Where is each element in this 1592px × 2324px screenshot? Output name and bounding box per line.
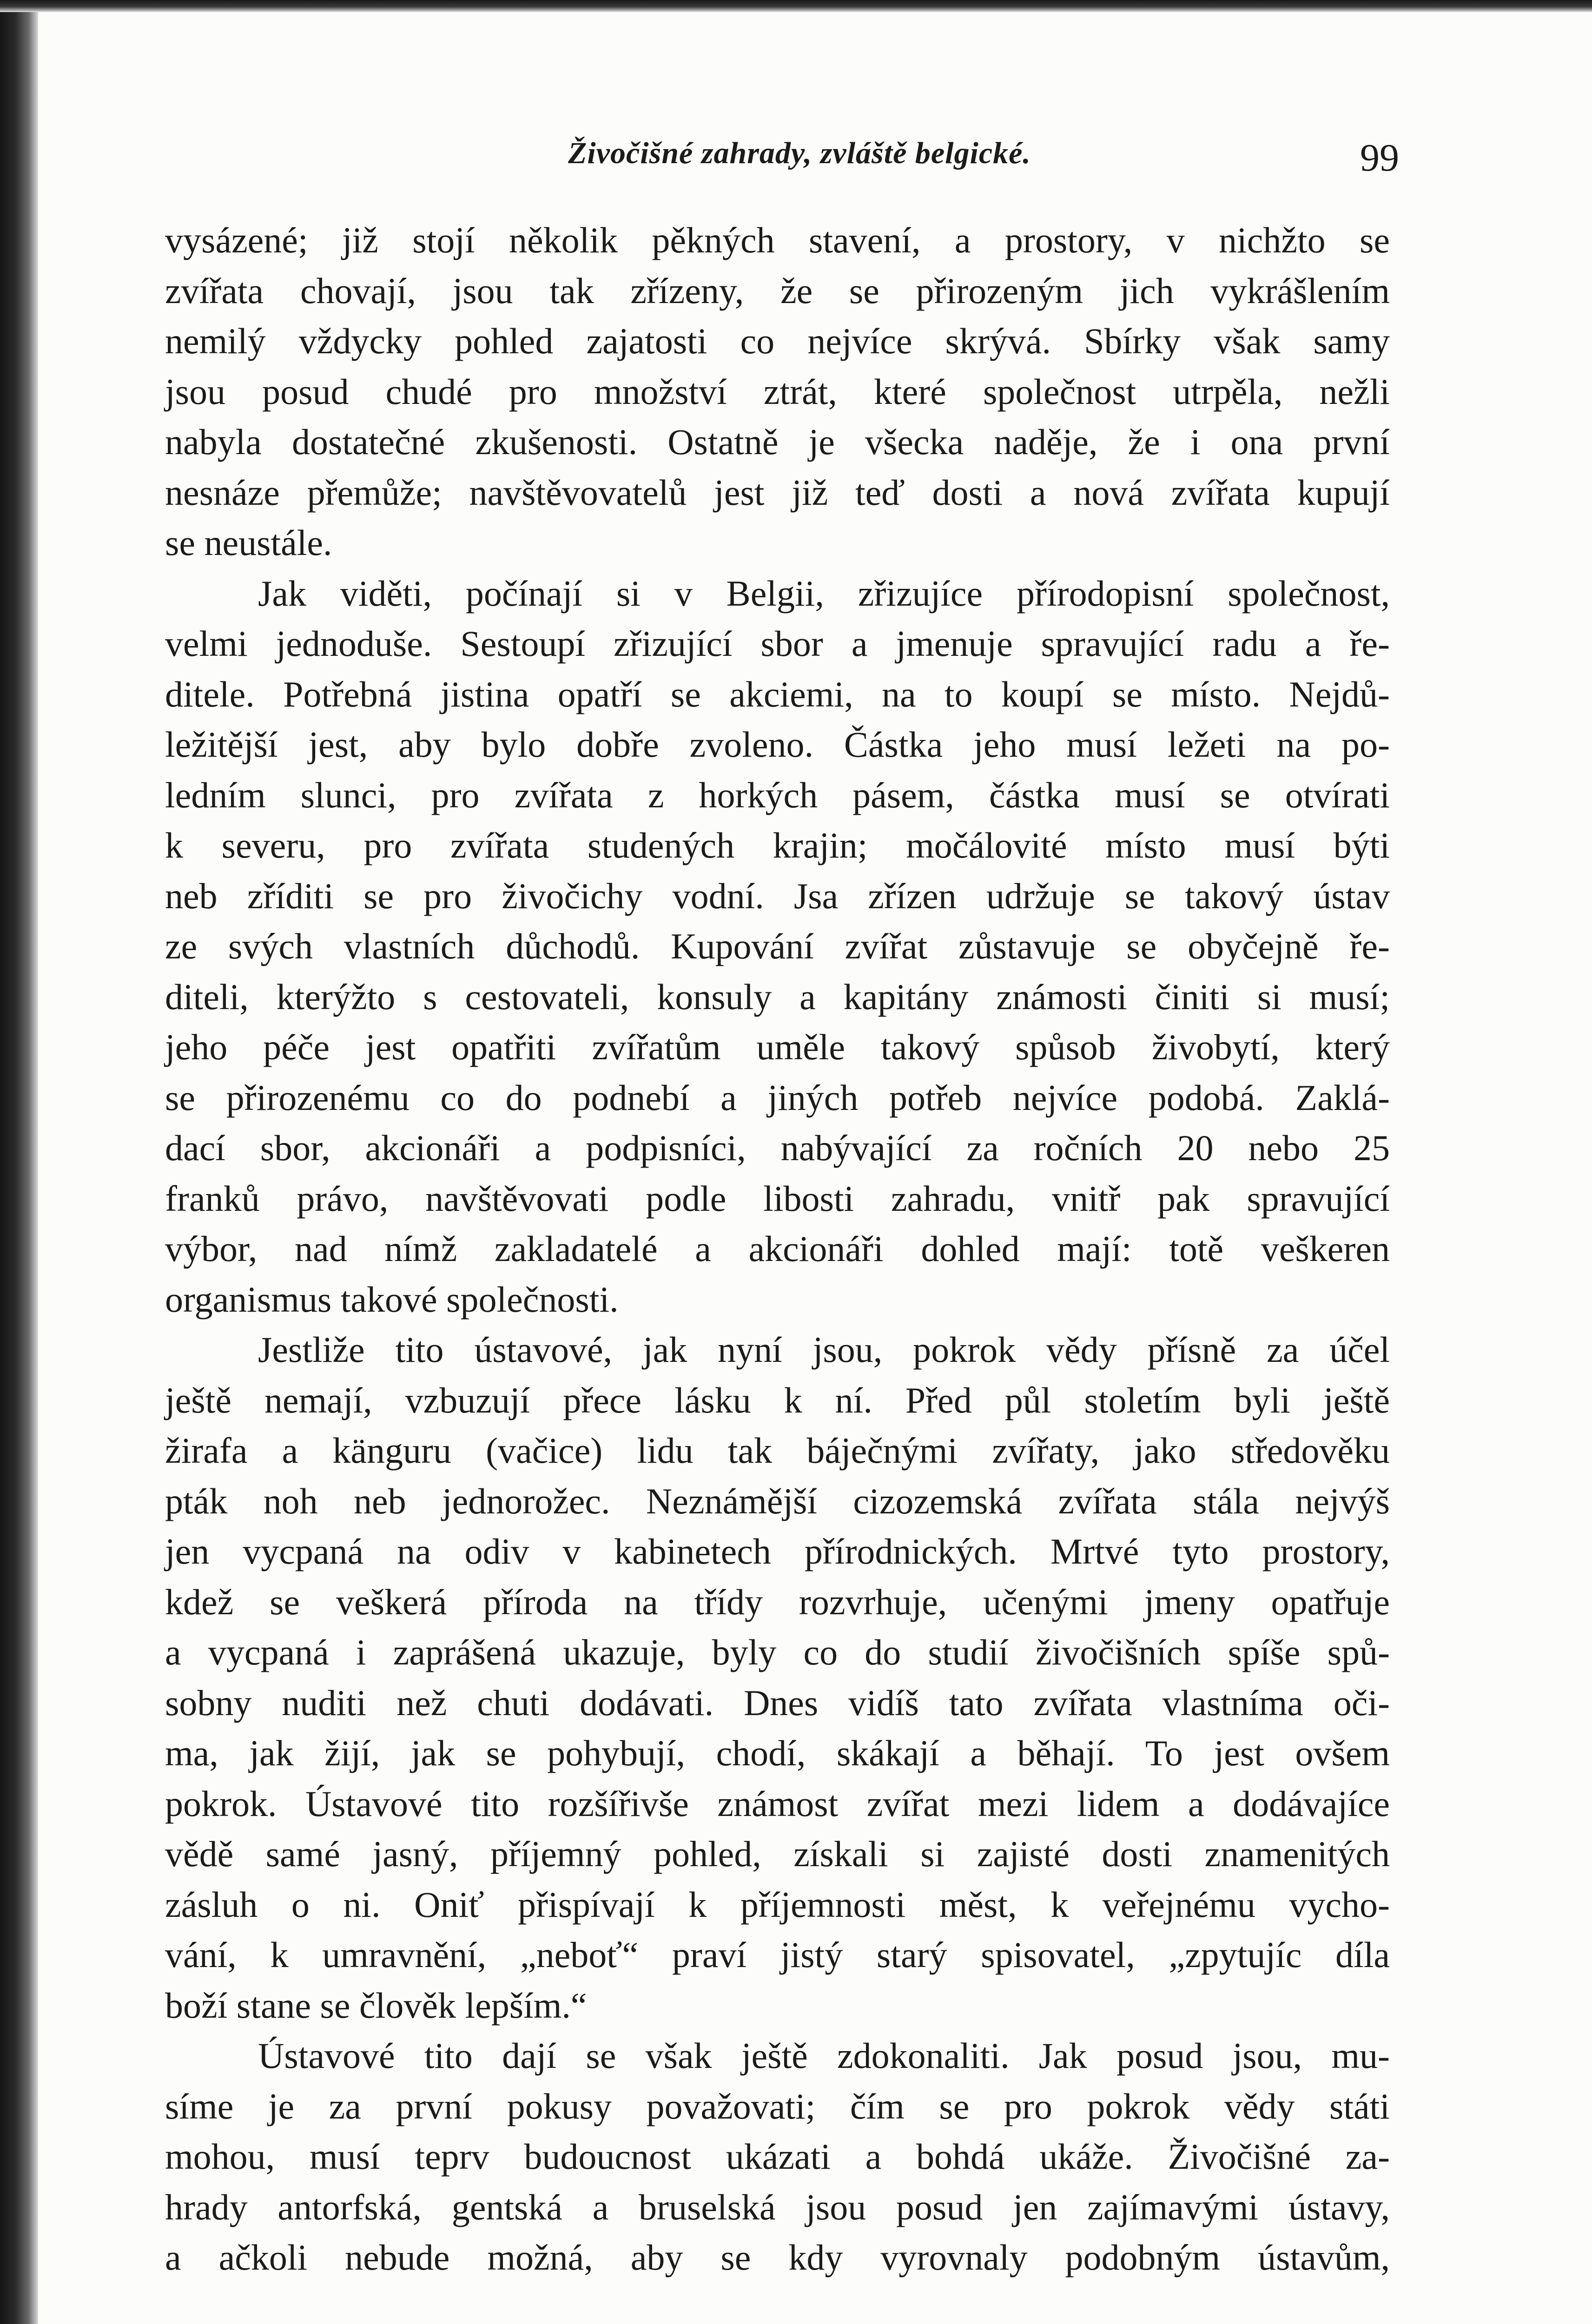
text-line: ditele. Potřebná jistina opatří se akciemi, na to koupí se místo. Nejdů- (165, 673, 1390, 714)
paragraph-1 (165, 215, 1390, 568)
text-line: dací sbor, akcionáři a podpisníci, nabývající za ročních 20 nebo 25 (165, 1128, 1390, 1168)
text-line: Jak viděti, počínají si v Belgii, zřizujíce přírodopisní společnost, (258, 573, 1390, 614)
text-line: hrady antorfská, gentská a bruselská jsou posud jen zajímavými ústavy, (165, 2186, 1390, 2227)
text-line: franků právo, navštěvovati podle libosti zahradu, vnitř pak spravující (165, 1178, 1390, 1219)
scan-border-top (0, 0, 1592, 12)
text-line: ma, jak žijí, jak se pohybují, chodí, skákají a běhají. To jest ovšem (165, 1733, 1390, 1773)
text-line: výbor, nad nímž zakladatelé a akcionáři dohled mají: totě veškeren (165, 1228, 1390, 1269)
body-text (165, 215, 1390, 2283)
text-line: ze svých vlastních důchodů. Kupování zvířat zůstavuje se obyčejně ře- (165, 926, 1390, 966)
text-line: se přirozenému co do podnebí a jiných potřeb nejvíce podobá. Zaklá- (165, 1077, 1390, 1118)
text-line: ledním slunci, pro zvířata z horkých pásem, částka musí se otvírati (165, 774, 1390, 815)
text-line: kdež se veškerá příroda na třídy rozvrhuje, učenými jmeny opatřuje (165, 1581, 1390, 1622)
text-line: nabyla dostatečné zkušenosti. Ostatně je všecka naděje, že i ona první (165, 422, 1390, 462)
text-line: sobny nuditi než chuti dodávati. Dnes vidíš tato zvířata vlastníma oči- (165, 1682, 1390, 1723)
text-line: boží stane se člověk lepším.“ (165, 1985, 587, 2026)
paragraph-4 (165, 2031, 1390, 2283)
text-line: organismus takové společnosti. (165, 1279, 619, 1320)
running-head: Živočišné zahrady, zvláště belgické. (568, 136, 1031, 170)
text-line: a ačkoli nebude možná, aby se kdy vyrovnaly podobným ústavům, (165, 2237, 1390, 2278)
text-line: Ústavové tito dají se však ještě zdokonaliti. Jak posud jsou, mu- (258, 2035, 1390, 2076)
text-line: nesnáze přemůže; navštěvovatelů jest již teď dosti a nová zvířata kupují (165, 472, 1390, 513)
page-number: 99 (1360, 136, 1399, 179)
scan-border-left (0, 0, 38, 2324)
text-line: jen vycpaná na odiv v kabinetech přírodnických. Mrtvé tyto prostory, (165, 1531, 1390, 1571)
text-line: a vycpaná i zaprášená ukazuje, byly co do studií živočišních spíše spů- (165, 1632, 1390, 1672)
text-line: neb zříditi se pro živočichy vodní. Jsa zřízen udržuje se takový ústav (165, 875, 1390, 916)
text-line: ještě nemají, vzbuzují přece lásku k ní. Před půl stoletím byli ještě (165, 1380, 1390, 1420)
text-line: Jestliže tito ústavové, jak nyní jsou, pokrok vědy přísně za účel (258, 1329, 1390, 1370)
text-line: zásluh o ni. Oniť přispívají k příjemnosti měst, k veřejnému vycho- (165, 1884, 1390, 1925)
text-line: velmi jednoduše. Sestoupí zřizující sbor a jmenuje spravující radu a ře- (165, 623, 1390, 664)
text-line: jeho péče jest opatřiti zvířatům uměle takový spůsob živobytí, který (165, 1027, 1390, 1067)
paragraph-2 (165, 568, 1390, 1325)
text-line: mohou, musí teprv budoucnost ukázati a bohdá ukáže. Živočišné za- (165, 2136, 1390, 2177)
text-line: vání, k umravnění, „neboť“ praví jistý starý spisovatel, „zpytujíc díla (165, 1934, 1390, 1975)
text-line: se neustále. (165, 522, 332, 563)
text-line: vědě samé jasný, příjemný pohled, získali si zajisté dosti znamenitých (165, 1834, 1390, 1874)
text-line: diteli, kterýžto s cestovateli, konsuly a kapitány známosti činiti si musí; (165, 976, 1390, 1017)
text-line: ležitější jest, aby bylo dobře zvoleno. Částka jeho musí ležeti na po- (165, 724, 1390, 765)
text-line: pták noh neb jednorožec. Neznámější cizozemská zvířata stála nejvýš (165, 1480, 1390, 1521)
paragraph-3 (165, 1325, 1390, 2031)
text-line: nemilý vždycky pohled zajatosti co nejvíce skrývá. Sbírky však samy (165, 321, 1390, 361)
text-line: jsou posud chudé pro množství ztrát, které společnost utrpěla, nežli (165, 371, 1390, 412)
text-line: vysázené; již stojí několik pěkných stavení, a prostory, v nichžto se (165, 220, 1390, 260)
text-line: síme je za první pokusy považovati; čím se pro pokrok vědy státi (165, 2086, 1390, 2126)
text-line: zvířata chovají, jsou tak zřízeny, že se přirozeným jich vykrášlením (165, 270, 1390, 311)
text-line: žirafa a känguru (vačice) lidu tak báječnými zvířaty, jako středověku (165, 1430, 1390, 1471)
text-line: pokrok. Ústavové tito rozšířivše známost zvířat mezi lidem a dodávajíce (165, 1783, 1390, 1824)
text-line: k severu, pro zvířata studených krajin; močálovité místo musí býti (165, 825, 1390, 865)
